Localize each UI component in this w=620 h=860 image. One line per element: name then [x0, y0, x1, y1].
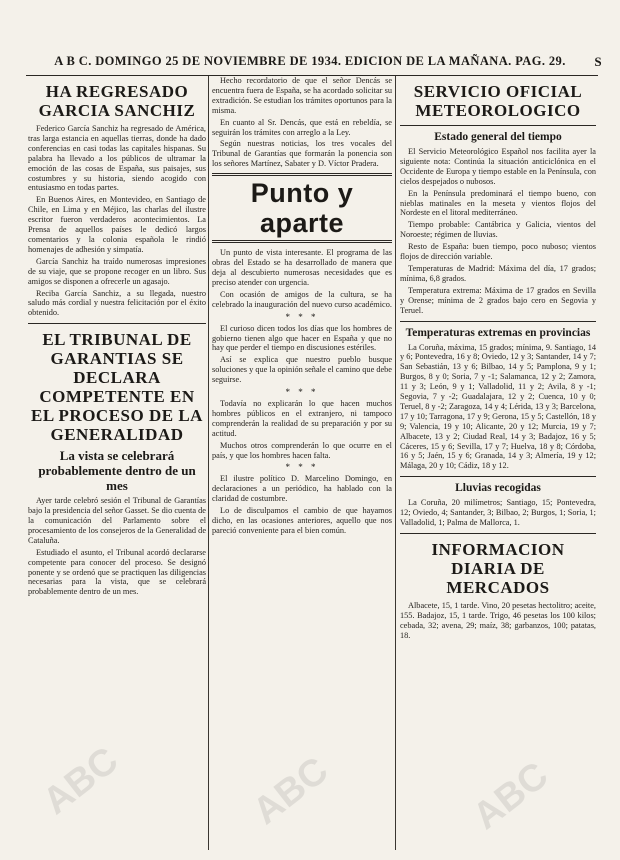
- article-paragraph: Ayer tarde celebró sesión el Tribunal de Garantías bajo la presidencia del señor Gasset. Se dio cuenta de la comunicación del Parlamento sobre el procesamiento de los consejeros de la Generalidad de Cataluña.: [28, 496, 206, 545]
- article-paragraph: El ilustre político D. Marcelino Domingo, en declaraciones a un periódico, ha hablado con la claridad de costumbre.: [212, 474, 392, 504]
- article-paragraph: Así se explica que nuestro pueblo busque soluciones y que la opinión señale el camino que debe seguirse.: [212, 355, 392, 385]
- section-divider: [400, 476, 596, 477]
- article-paragraph: La Coruña, 20 milímetros; Santiago, 15; Pontevedra, 12; Oviedo, 4; Santander, 3; Bilbao, 2; Burgos, 1; Soria, 1; Valladolid, 1; Palma de Mallorca, 1.: [400, 498, 596, 528]
- article-paragraph: En la Península predominará el tiempo bueno, con nieblas matinales en la meseta y vientos flojos del Nordeste en el litoral mediterráneo.: [400, 188, 596, 218]
- article-paragraph: Temperatura extrema: Máxima de 17 grados en Sevilla y Orense; mínima de 2 grados bajo cero en Segovia y Teruel.: [400, 285, 596, 315]
- headline-meteorologico: SERVICIO OFICIAL METEOROLOGICO: [413, 82, 583, 120]
- article-paragraph: El Servicio Meteorológico Español nos facilita ayer la siguiente nota: Continúa la situación anticiclónica en el Occidente de Europa y tiempo estable en la Península, con cielos despejados o nubosos.: [400, 147, 596, 186]
- headline-garcia-sanchiz: HA REGRESADO GARCIA SANCHIZ: [38, 82, 196, 120]
- article-paragraph: Federico García Sanchiz ha regresado de América, tras larga estancia en aquellas tierras, donde ha dado conferencias en casi todas las capitales hispanas. Su palabra ha llevado a los públicos de ultramar la emoción de las cosas de España, sus paisajes, sus costumbres y su historia, siendo acogido con entusiasmo en todas partes.: [28, 124, 206, 193]
- headline-tribunal: EL TRIBUNAL DE GARANTIAS SE DECLARA COMPETENTE EN EL PROCESO DE LA GENERALIDAD: [31, 330, 203, 445]
- article-paragraph: Lo de disculpamos el cambio de que hayamos dicho, en las ocasiones anteriores, aquello que nos pareció conveniente para el bien común.: [212, 506, 392, 535]
- article-paragraph: En cuanto al Sr. Dencás, que está en rebeldía, se seguirán los trámites con arreglo a la Ley.: [212, 117, 392, 137]
- page-header: [0, 54, 620, 76]
- column-divider-2: [395, 76, 396, 850]
- article-paragraph: Un punto de vista interesante. El programa de las obras del Estado se ha desarrollado de manera que deja al descubierto numerosas necesidades que es preciso atender con urgencia.: [212, 248, 392, 287]
- article-paragraph: Según nuestras noticias, los tres vocales del Tribunal de Garantías que formarán la ponencia son los señores Martínez, Sabater y D. Víctor Pradera.: [212, 139, 392, 169]
- separator: * * *: [285, 462, 319, 473]
- subheadline-tribunal: La vista se celebrará probablemente dentro de un mes: [38, 448, 196, 494]
- article-paragraph: Tiempo probable: Cantábrica y Galicia, vientos del Noroeste; régimen de lluvias.: [400, 220, 596, 240]
- column-right: [400, 76, 596, 852]
- article-paragraph: Albacete, 15, 1 tarde. Vino, 20 pesetas hectolitro; aceite, 155. Badajoz, 15, 1 tarde. Trigo, 46 pesetas los 100 kilos; cebada, 32; avena, 29; maíz, 38; garbanzos, 100; patatas, 18.: [400, 601, 596, 640]
- article-paragraph: Temperaturas de Madrid: Máxima del día, 17 grados; mínima, 6,8 grados.: [400, 263, 596, 283]
- section-divider: [400, 125, 596, 126]
- column-divider-1: [208, 76, 209, 850]
- subheadline-temperaturas: Temperaturas extremas en provincias: [405, 326, 591, 339]
- column-middle: [212, 76, 392, 852]
- page-mark: S: [594, 54, 602, 69]
- article-paragraph: La Coruña, máxima, 15 grados; mínima, 9. Santiago, 14 y 6; Pontevedra, 16 y 8; Oviedo, 12 y 3; Santander, 14 y 7; San Sebastián, 13 y 6; Bilbao, 14 y 5; Pamplona, 9 y 1; Burgos, 8 y 0; Soria, 7 y -1; Salamanca, 12 y 2; Zamora, 11 y 3; León, 9 y 1; Valladolid, 11 y 2; Avila, 8 y -1; Segovia, 7 y -2; Guadalajara, 12 y 2; Cuenca, 10 y 0; Teruel, 8 y -2; Zaragoza, 14 y 4; Lérida, 13 y 3; Barcelona, 17 y 10; Tarragona, 17 y 9; Gerona, 15 y 5; Castellón, 18 y 9; Valencia, 19 y 10; Alicante, 20 y 12; Murcia, 19 y 7; Albacete, 13 y 2; Ciudad Real, 14 y 3; Badajoz, 16 y 5; Cáceres, 15 y 6; Sevilla, 17 y 7; Huelva, 18 y 8; Córdoba, 16 y 5; Jaén, 15 y 6; Granada, 14 y 3; Almería, 19 y 12; Málaga, 20 y 10; Cádiz, 18 y 12.: [400, 342, 596, 471]
- article-paragraph: García Sanchiz ha traído numerosas impresiones de su viaje, que se propone recoger en un libro. Sus amigos se disponen a ofrecerle un agasajo.: [28, 256, 206, 286]
- separator: * * *: [285, 387, 319, 398]
- section-divider: [400, 321, 596, 322]
- article-paragraph: El curioso dicen todos los días que los hombres de gobierno tienen algo que hacer en España y que no hay que perder el tiempo en discusiones estériles.: [212, 323, 392, 353]
- header-line: A B C. DOMINGO 25 DE NOVIEMBRE DE 1934. EDICION DE LA MAÑANA. PAG. 29.: [54, 54, 566, 68]
- abc-watermark: ABC: [245, 749, 337, 833]
- headline-punto-y-aparte: Punto y aparte: [212, 173, 392, 243]
- article-paragraph: En Buenos Aires, en Montevideo, en Santiago de Chile, en Lima y en Méjico, las charlas del ilustre escritor fueron verdaderos acontecimientos. La Prensa de aquellos países le dedicó largos comentarios y la colonia española le rindió homenajes de adhesión y simpatía.: [28, 195, 206, 254]
- abc-watermark: ABC: [35, 739, 127, 823]
- article-paragraph: Muchos otros comprenderán lo que ocurre en el país, y que los hombres hacen falta.: [212, 440, 392, 460]
- separator: * * *: [285, 311, 319, 322]
- section-divider: [28, 323, 206, 324]
- article-paragraph: Estudiado el asunto, el Tribunal acordó declararse competente para conocer del proceso. Se designó ponente y se ordenó que se practiquen las diligencias necesarias para la vista, que se celebrará probablemente dentro de un mes.: [28, 547, 206, 597]
- subheadline-estado-tiempo: Estado general del tiempo: [434, 131, 562, 143]
- article-paragraph: Resto de España: buen tiempo, poco nuboso; vientos flojos de dirección variable.: [400, 242, 596, 262]
- subheadline-lluvias: Lluvias recogidas: [455, 482, 541, 495]
- article-paragraph: Todavía no explicarán lo que hacen muchos hombres públicos en el extranjero, ni tampoco comprenderán la realidad de su preparación y por su actitud.: [212, 399, 392, 438]
- article-paragraph: Con ocasión de amigos de la cultura, se ha celebrado la inauguración del nuevo curso académico.: [212, 289, 392, 309]
- abc-watermark: ABC: [465, 754, 557, 838]
- article-paragraph: Reciba García Sanchiz, a su llegada, nuestro saludo más cordial y nuestra felicitación por el éxito obtenido.: [28, 288, 206, 318]
- column-left: [28, 76, 206, 852]
- headline-mercados: INFORMACION DIARIA DE MERCADOS: [431, 540, 565, 597]
- section-divider: [400, 533, 596, 534]
- article-paragraph: Hecho recordatorio de que el señor Dencás se encuentra fuera de España, se ha acordado solicitar su extradición. Se estudian los trámites oportunos para la misma.: [212, 76, 392, 115]
